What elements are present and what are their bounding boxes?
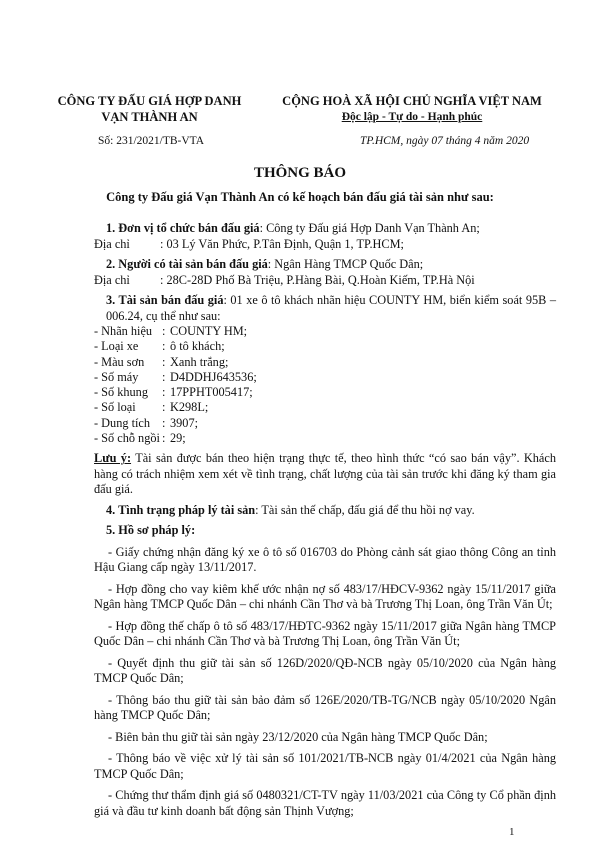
- spec-key: - Dung tích: [94, 415, 151, 430]
- legal-doc-item: - Hợp đồng cho vay kiêm khế ước nhận nợ số 483/17/HĐCV-9362 ngày 15/11/2017 giữa Ngân hàng TMCP Quốc Dân – chi nhánh Cần Thơ và bà Trương Thị Loan, ông Trần Văn Út;: [94, 581, 556, 612]
- spec-key: - Số loại: [94, 400, 136, 415]
- legal-doc-item: - Quyết định thu giữ tài sản số 126D/2020/QĐ-NCB ngày 05/10/2020 của Ngân hàng TMCP Quốc Dân;: [94, 655, 556, 686]
- spec-row: - Số máy : D4DDHJ643536;: [94, 369, 257, 384]
- legal-doc-item: - Chứng thư thẩm định giá số 0480321/CT-TV ngày 11/03/2021 của Công ty Cổ phần định giá và đầu tư kinh doanh bất động sản Thịnh Vượng;: [94, 788, 556, 818]
- section-4: [106, 503, 556, 519]
- address-key: Địa chỉ: [94, 236, 130, 251]
- section-4-value: : Tài sản thế chấp, đấu giá để thu hồi nợ vay.: [255, 502, 475, 517]
- company-name-line2: VẠN THÀNH AN: [101, 110, 198, 124]
- spec-key: - Số khung: [94, 385, 148, 400]
- section-5-colon: :: [191, 523, 196, 538]
- spec-row: - Loại xe : ô tô khách;: [94, 339, 225, 354]
- section-4-label: 4. Tình trạng pháp lý tài sản: [106, 502, 256, 517]
- section-1-value: : Công ty Đấu giá Hợp Danh Vạn Thành An;: [259, 221, 480, 235]
- spec-key: - Nhãn hiệu: [94, 324, 153, 338]
- national-header: [262, 93, 562, 125]
- spec-value: D4DDHJ643536;: [170, 369, 257, 384]
- document-number: Số: 231/2021/TB-VTA: [98, 135, 205, 147]
- spec-value: 17PPHT005417;: [170, 385, 253, 400]
- spec-key: - Màu sơn: [94, 354, 145, 369]
- document-subtitle: Công ty Đấu giá Vạn Thành An có kế hoạch bán đấu giá tài sản như sau:: [106, 190, 494, 204]
- legal-doc-item: - Biên bản thu giữ tài sản ngày 23/12/2020 của Ngân hàng TMCP Quốc Dân;: [108, 729, 488, 744]
- spec-value: ô tô khách;: [170, 339, 225, 354]
- legal-doc-item: - Giấy chứng nhận đăng ký xe ô tô số 016703 do Phòng cảnh sát giao thông Công an tỉnh Hậu Giang cấp ngày 13/11/2017.: [94, 544, 556, 575]
- note-label: Lưu ý:: [94, 451, 132, 466]
- spec-value: 29;: [170, 431, 186, 446]
- asset-note: [94, 451, 556, 498]
- section-2: [106, 257, 556, 273]
- section-2-label: 2. Người có tài sản bán đấu giá: [106, 257, 268, 271]
- section-5-label: 5. Hồ sơ pháp lý: [106, 523, 192, 538]
- spec-value: Xanh trắng;: [170, 354, 229, 369]
- legal-doc-item: - Thông báo thu giữ tài sản bảo đảm số 126E/2020/TB-TG/NCB ngày 05/10/2020 Ngân hàng TMCP Quốc Dân;: [94, 692, 556, 723]
- legal-doc-item: - Hợp đồng thế chấp ô tô số 483/17/HĐTC-9362 ngày 15/11/2017 giữa Ngân hàng TMCP Quốc Dân – chi nhánh Cần Thơ và bà Trương Thị Loan, ông Trần Văn Út;: [94, 618, 556, 649]
- section-5: [106, 523, 556, 539]
- company-name-line1: CÔNG TY ĐẤU GIÁ HỢP DANH: [57, 94, 242, 108]
- page-number: 1: [509, 826, 515, 838]
- spec-row: - Nhãn hiệu : COUNTY HM;: [94, 324, 248, 338]
- section-3: [106, 293, 556, 324]
- national-title: CỘNG HOÀ XÃ HỘI CHỦ NGHĨA VIỆT NAM: [282, 94, 542, 108]
- national-motto: Độc lập - Tự do - Hạnh phúc: [341, 111, 483, 123]
- legal-documents-list: [94, 545, 556, 820]
- spec-value: COUNTY HM;: [170, 324, 248, 338]
- address-value: : 28C-28D Phố Bà Triệu, P.Hàng Bài, Q.Hoàn Kiếm, TP.Hà Nội: [160, 272, 475, 287]
- document-body: [94, 221, 556, 819]
- spec-key: - Số máy: [94, 369, 139, 384]
- spec-row: - Số chỗ ngồi : 29;: [94, 431, 186, 446]
- spec-key: - Loại xe: [94, 339, 139, 354]
- address-value: : 03 Lý Văn Phức, P.Tân Định, Quận 1, TP.HCM;: [160, 236, 404, 251]
- section-1: [106, 221, 556, 237]
- address-key: Địa chỉ: [94, 272, 130, 287]
- legal-doc-item: - Thông báo về việc xử lý tài sản số 101/2021/TB-NCB ngày 01/4/2021 của Ngân hàng TMCP Quốc Dân;: [94, 751, 556, 781]
- section-1-label: 1. Đơn vị tổ chức bán đấu giá: [106, 221, 260, 235]
- document-title: THÔNG BÁO: [253, 165, 347, 181]
- section-3-label: 3. Tài sản bán đấu giá: [106, 293, 224, 307]
- asset-spec-list: [94, 324, 556, 446]
- section-2-value: : Ngân Hàng TMCP Quốc Dân;: [267, 257, 424, 271]
- spec-row: - Số khung : 17PPHT005417;: [94, 385, 253, 400]
- section-2-address: [94, 273, 556, 289]
- spec-key: - Số chỗ ngồi: [94, 431, 160, 446]
- section-1-address: [94, 237, 556, 253]
- spec-value: K298L;: [170, 400, 209, 415]
- company-header: [52, 93, 247, 125]
- place-date: TP.HCM, ngày 07 tháng 4 năm 2020: [360, 135, 530, 147]
- spec-row: - Số loại : K298L;: [94, 400, 209, 415]
- note-text: Tài sản được bán theo hiện trạng thực tế, theo hình thức “có sao bán vậy”. Khách hàng có trách nhiệm xem xét về tình trạng, chất lượng của tài sản trước khi đăng ký tham gia đấu giá.: [94, 451, 556, 497]
- spec-value: 3907;: [170, 415, 199, 430]
- section-3-value: : 01 xe ô tô khách nhãn hiệu COUNTY HM, biển kiểm soát 95B – 006.24, cụ thể như sau:: [106, 293, 556, 323]
- spec-row: - Màu sơn : Xanh trắng;: [94, 354, 229, 369]
- spec-row: - Dung tích : 3907;: [94, 415, 199, 430]
